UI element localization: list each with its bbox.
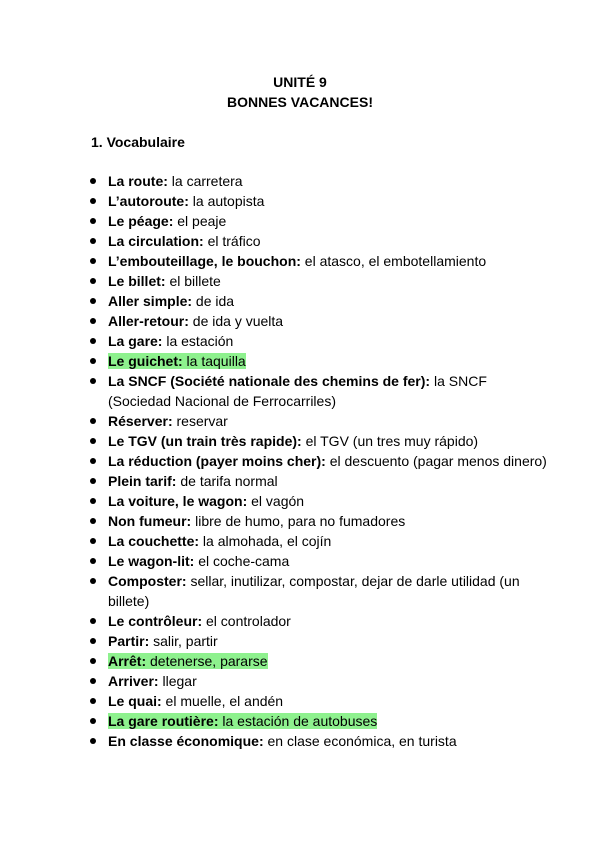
unit-title: UNITÉ 9: [273, 74, 327, 90]
vocab-item: [88, 691, 548, 711]
vocab-translation: el muelle, el andén: [161, 693, 284, 709]
vocab-term: La gare:: [108, 333, 163, 349]
vocab-translation: en clase económica, en turista: [263, 733, 457, 749]
vocab-entry: [108, 653, 268, 669]
vocab-term: Arrêt:: [108, 653, 147, 669]
vocab-entry: [108, 273, 221, 289]
vocab-entry: [108, 213, 226, 229]
vocab-item: [88, 251, 548, 271]
vocab-item: [88, 631, 548, 651]
vocab-term: L’embouteillage, le bouchon:: [108, 253, 301, 269]
vocab-item: [88, 331, 548, 351]
vocab-entry: [108, 533, 331, 549]
vocab-translation: el billete: [165, 273, 221, 289]
vocab-term: La gare routière:: [108, 713, 219, 729]
vocab-translation: de ida y vuelta: [188, 313, 284, 329]
vocab-item: [88, 191, 548, 211]
vocab-entry: [108, 633, 218, 649]
vocab-entry: [108, 193, 264, 209]
vocab-entry: [108, 713, 377, 729]
vocab-item: [88, 531, 548, 551]
vocab-entry: [108, 453, 547, 469]
vocab-entry: [108, 733, 457, 749]
vocab-term: Aller-retour:: [108, 313, 189, 329]
vocab-translation: la carretera: [167, 173, 243, 189]
vocab-item: [88, 491, 548, 511]
vocab-term: L’autoroute:: [108, 193, 189, 209]
vocab-term: Le guichet:: [108, 353, 183, 369]
vocab-term: Non fumeur:: [108, 513, 192, 529]
section-heading: 1. Vocabulaire: [91, 134, 185, 150]
vocab-translation: libre de humo, para no fumadores: [191, 513, 406, 529]
vocab-entry: [108, 693, 283, 709]
vocab-item: [88, 291, 548, 311]
vocab-term: La SNCF (Société nationale des chemins de fer):: [108, 373, 431, 389]
vocab-translation: el peaje: [173, 213, 227, 229]
vocab-item: [88, 351, 548, 371]
vocab-entry: [108, 373, 487, 409]
vocab-translation: llegar: [158, 673, 197, 689]
vocab-term: Le péage:: [108, 213, 174, 229]
vocab-translation: de tarifa normal: [176, 473, 278, 489]
vocab-translation: la estación: [162, 333, 234, 349]
vocab-term: Arriver:: [108, 673, 159, 689]
vocabulary-list: [88, 171, 548, 751]
vocab-entry: [108, 673, 197, 689]
vocab-entry: [108, 173, 243, 189]
vocab-term: Réserver:: [108, 413, 173, 429]
vocab-translation: reservar: [172, 413, 228, 429]
vocab-term: En classe économique:: [108, 733, 264, 749]
vocab-translation: el tráfico: [203, 233, 261, 249]
vocab-translation: salir, partir: [149, 633, 218, 649]
vocab-item: [88, 651, 548, 671]
vocab-item: [88, 371, 548, 411]
vocab-entry: [108, 513, 405, 529]
vocab-item: [88, 551, 548, 571]
vocab-translation: de ida: [192, 293, 235, 309]
vocab-item: [88, 411, 548, 431]
vocab-term: Partir:: [108, 633, 150, 649]
vocab-translation: el descuento (pagar menos dinero): [325, 453, 547, 469]
unit-subtitle: BONNES VACANCES!: [227, 94, 373, 110]
vocab-translation: el vagón: [247, 493, 305, 509]
vocab-entry: [108, 553, 289, 569]
vocab-term: Le contrôleur:: [108, 613, 203, 629]
vocab-entry: [108, 293, 234, 309]
vocab-term: La route:: [108, 173, 168, 189]
vocab-item: [88, 671, 548, 691]
vocab-entry: [108, 613, 291, 629]
vocab-item: [88, 211, 548, 231]
vocab-entry: [108, 333, 233, 349]
vocab-entry: [108, 573, 520, 609]
vocab-term: Aller simple:: [108, 293, 193, 309]
vocab-translation: el controlador: [202, 613, 291, 629]
vocab-term: Composter:: [108, 573, 187, 589]
vocab-term: Le quai:: [108, 693, 162, 709]
vocab-entry: [108, 253, 486, 269]
vocab-entry: [108, 433, 478, 449]
vocab-entry: [108, 233, 261, 249]
vocab-item: [88, 511, 548, 531]
vocab-translation: la autopista: [188, 193, 265, 209]
vocab-item: [88, 171, 548, 191]
vocab-entry: [108, 493, 304, 509]
vocab-item: [88, 611, 548, 631]
vocab-translation: sellar, inutilizar, compostar, dejar de darle utilidad (un billete): [108, 573, 520, 609]
vocab-term: Le billet:: [108, 273, 166, 289]
vocab-translation: la estación de autobuses: [218, 713, 378, 729]
vocab-entry: [108, 313, 283, 329]
vocab-item: [88, 311, 548, 331]
vocab-term: La circulation:: [108, 233, 204, 249]
vocab-term: La couchette:: [108, 533, 200, 549]
vocab-term: La voiture, le wagon:: [108, 493, 248, 509]
vocab-item: [88, 731, 548, 751]
vocab-term: La réduction (payer moins cher):: [108, 453, 326, 469]
vocab-item: [88, 271, 548, 291]
vocab-item: [88, 711, 548, 731]
vocab-translation: el atasco, el embotellamiento: [300, 253, 487, 269]
vocab-item: [88, 451, 548, 471]
vocab-term: Le TGV (un train très rapide):: [108, 433, 302, 449]
vocab-translation: la SNCF (Sociedad Nacional de Ferrocarriles): [108, 373, 487, 409]
vocab-translation: el coche-cama: [194, 553, 290, 569]
vocab-entry: [108, 353, 246, 369]
vocab-term: Plein tarif:: [108, 473, 177, 489]
vocab-translation: detenerse, pararse: [146, 653, 268, 669]
vocab-item: [88, 431, 548, 451]
vocab-translation: el TGV (un tres muy rápido): [301, 433, 479, 449]
vocab-item: [88, 571, 548, 611]
vocab-translation: la almohada, el cojín: [199, 533, 332, 549]
vocab-item: [88, 471, 548, 491]
vocab-entry: [108, 473, 278, 489]
vocab-translation: la taquilla: [182, 353, 246, 369]
vocab-item: [88, 231, 548, 251]
vocab-term: Le wagon-lit:: [108, 553, 195, 569]
vocab-entry: [108, 413, 228, 429]
